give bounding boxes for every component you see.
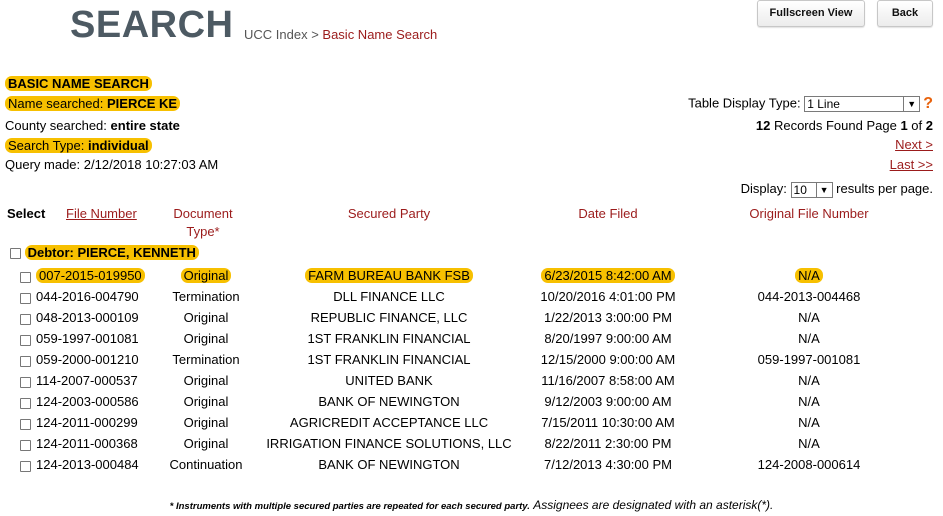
fullscreen-view-button[interactable]: Fullscreen View bbox=[757, 0, 865, 27]
row-checkbox[interactable] bbox=[20, 272, 31, 283]
debtor-checkbox[interactable] bbox=[10, 248, 21, 259]
row-original-file-number: N/A bbox=[798, 373, 820, 388]
row-secured-party: AGRICREDIT ACCEPTANCE LLC bbox=[289, 415, 489, 430]
row-file-number[interactable]: 007-2015-019950 bbox=[36, 268, 145, 283]
chevron-down-icon: ▼ bbox=[816, 183, 832, 197]
row-document-type: Termination bbox=[172, 289, 240, 304]
row-checkbox[interactable] bbox=[20, 419, 31, 430]
row-checkbox[interactable] bbox=[20, 293, 31, 304]
table-row[interactable] bbox=[0, 266, 943, 287]
row-date-filed: 12/15/2000 9:00:00 AM bbox=[540, 352, 676, 367]
row-file-number[interactable]: 124-2011-000299 bbox=[36, 415, 138, 430]
row-date-filed: 7/12/2013 4:30:00 PM bbox=[544, 457, 672, 472]
last-link[interactable]: Last >> bbox=[889, 157, 933, 172]
row-original-file-number: 044-2013-004468 bbox=[757, 289, 861, 304]
table-row[interactable] bbox=[0, 392, 943, 413]
row-checkbox[interactable] bbox=[20, 377, 31, 388]
row-secured-party: DLL FINANCE LLC bbox=[333, 289, 445, 304]
next-link[interactable]: Next > bbox=[895, 137, 933, 152]
help-icon[interactable]: ? bbox=[923, 95, 933, 112]
row-secured-party: FARM BUREAU BANK FSB bbox=[305, 268, 473, 283]
table-row[interactable] bbox=[0, 350, 943, 371]
row-date-filed: 8/20/1997 9:00:00 AM bbox=[544, 331, 672, 346]
chevron-down-icon: ▼ bbox=[903, 97, 919, 111]
row-checkbox[interactable] bbox=[20, 461, 31, 472]
row-original-file-number: 124-2008-000614 bbox=[757, 457, 861, 472]
row-checkbox[interactable] bbox=[20, 440, 31, 451]
row-original-file-number: 059-1997-001081 bbox=[757, 352, 861, 367]
display-count-select[interactable]: 10 ▼ bbox=[791, 182, 833, 198]
row-date-filed: 6/23/2015 8:42:00 AM bbox=[541, 268, 674, 283]
row-file-number[interactable]: 059-2000-001210 bbox=[36, 352, 139, 367]
row-original-file-number: N/A bbox=[798, 436, 820, 451]
row-file-number[interactable]: 059-1997-001081 bbox=[36, 331, 139, 346]
row-checkbox[interactable] bbox=[20, 314, 31, 325]
back-button[interactable]: Back bbox=[877, 0, 933, 27]
table-row[interactable] bbox=[0, 329, 943, 350]
row-file-number[interactable]: 114-2007-000537 bbox=[36, 373, 138, 388]
row-secured-party: BANK OF NEWINGTON bbox=[318, 457, 460, 472]
header-original-file-number: Original File Number bbox=[749, 206, 869, 221]
search-type: Search Type: individual bbox=[5, 137, 152, 155]
row-date-filed: 1/22/2013 3:00:00 PM bbox=[544, 310, 672, 325]
table-row[interactable] bbox=[0, 455, 943, 476]
header-select: Select bbox=[7, 206, 46, 221]
breadcrumb bbox=[244, 27, 437, 42]
row-checkbox[interactable] bbox=[20, 356, 31, 367]
row-secured-party: 1ST FRANKLIN FINANCIAL bbox=[307, 352, 471, 367]
breadcrumb-parent[interactable]: UCC Index bbox=[244, 27, 308, 42]
header-secured-party: Secured Party bbox=[347, 206, 431, 221]
row-document-type: Original bbox=[183, 331, 229, 346]
row-date-filed: 10/20/2016 4:01:00 PM bbox=[540, 289, 676, 304]
row-file-number[interactable]: 044-2016-004790 bbox=[36, 289, 139, 304]
row-document-type: Continuation bbox=[169, 457, 243, 472]
page-title: SEARCH bbox=[70, 4, 234, 46]
breadcrumb-separator: > bbox=[307, 27, 323, 42]
header-date-filed: Date Filed bbox=[578, 206, 638, 221]
table-row[interactable] bbox=[0, 434, 943, 455]
row-original-file-number: N/A bbox=[798, 394, 820, 409]
query-made: Query made: 2/12/2018 10:27:03 AM bbox=[5, 157, 219, 172]
row-secured-party: 1ST FRANKLIN FINANCIAL bbox=[307, 331, 471, 346]
table-row[interactable] bbox=[0, 413, 943, 434]
row-original-file-number: N/A bbox=[798, 331, 820, 346]
row-document-type: Original bbox=[183, 373, 229, 388]
county-searched: County searched: entire state bbox=[5, 118, 180, 133]
row-checkbox[interactable] bbox=[20, 335, 31, 346]
row-file-number[interactable]: 048-2013-000109 bbox=[36, 310, 139, 325]
row-original-file-number: N/A bbox=[798, 310, 820, 325]
row-checkbox[interactable] bbox=[20, 398, 31, 409]
row-file-number[interactable]: 124-2011-000368 bbox=[36, 436, 138, 451]
row-document-type: Original bbox=[181, 268, 232, 283]
table-row[interactable] bbox=[0, 371, 943, 392]
row-document-type: Original bbox=[183, 310, 229, 325]
name-searched: Name searched: PIERCE KE bbox=[5, 95, 180, 113]
row-file-number[interactable]: 124-2003-000586 bbox=[36, 394, 139, 409]
display-per-page: Display: 10 ▼ results per page. bbox=[740, 181, 933, 197]
row-secured-party: REPUBLIC FINANCE, LLC bbox=[310, 310, 468, 325]
records-found: 12 Records Found Page 1 of 2 bbox=[755, 118, 933, 133]
row-file-number[interactable]: 124-2013-000484 bbox=[36, 457, 139, 472]
row-date-filed: 8/22/2011 2:30:00 PM bbox=[544, 436, 672, 451]
row-date-filed: 11/16/2007 8:58:00 AM bbox=[541, 373, 675, 388]
row-secured-party: IRRIGATION FINANCE SOLUTIONS, LLC bbox=[266, 436, 512, 451]
table-display-type: Table Display Type: 1 Line ▼ ? bbox=[688, 95, 933, 112]
breadcrumb-current: Basic Name Search bbox=[322, 27, 438, 42]
row-secured-party: UNITED BANK bbox=[345, 373, 433, 388]
row-date-filed: 7/15/2011 10:30:00 AM bbox=[541, 415, 675, 430]
header-document-type: Document Type* bbox=[173, 206, 233, 239]
row-original-file-number: N/A bbox=[795, 268, 823, 283]
row-date-filed: 9/12/2003 9:00:00 AM bbox=[544, 394, 672, 409]
row-original-file-number: N/A bbox=[798, 415, 820, 430]
row-document-type: Original bbox=[183, 415, 229, 430]
table-row[interactable] bbox=[0, 287, 943, 308]
footnote: * Instruments with multiple secured parties are repeated for each secured party. Assignees are designated with an asterisk(*). bbox=[169, 498, 774, 512]
row-secured-party: BANK OF NEWINGTON bbox=[318, 394, 460, 409]
row-document-type: Original bbox=[183, 436, 229, 451]
table-display-select[interactable]: 1 Line ▼ bbox=[804, 96, 920, 112]
row-document-type: Termination bbox=[172, 352, 240, 367]
header-file-number[interactable]: File Number bbox=[66, 206, 137, 221]
debtor-row: Debtor: PIERCE, KENNETH bbox=[10, 245, 199, 260]
row-document-type: Original bbox=[183, 394, 229, 409]
search-heading: BASIC NAME SEARCH bbox=[5, 75, 152, 93]
table-row[interactable] bbox=[0, 308, 943, 329]
